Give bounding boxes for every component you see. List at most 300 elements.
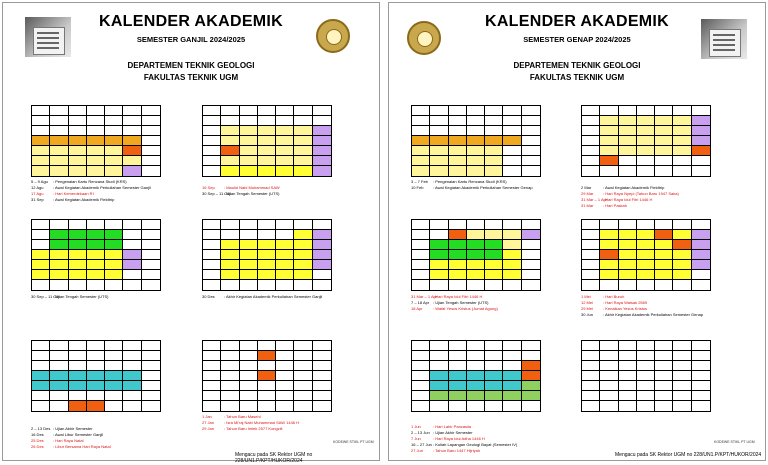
day-cell	[221, 250, 239, 260]
day-cell	[294, 136, 312, 146]
day-cell	[87, 146, 105, 156]
day-cell	[467, 220, 485, 230]
day-cell	[276, 230, 294, 240]
day-cell	[582, 250, 600, 260]
day-cell	[637, 341, 655, 351]
day-cell	[637, 371, 655, 381]
day-cell	[503, 260, 521, 270]
day-cell	[105, 220, 123, 230]
day-cell	[619, 381, 637, 391]
day-cell	[503, 166, 521, 176]
day-cell	[203, 391, 221, 401]
day-cell	[467, 341, 485, 351]
day-cell	[637, 156, 655, 166]
day-cell	[467, 270, 485, 280]
day-cell	[258, 166, 276, 176]
event-date: 10 Feb	[411, 185, 424, 190]
day-cell	[522, 156, 540, 166]
day-cell	[637, 146, 655, 156]
department-name: DEPARTEMEN TEKNIK GEOLOGI	[513, 61, 641, 70]
day-cell	[582, 166, 600, 176]
day-cell	[123, 136, 141, 146]
day-cell	[503, 341, 521, 351]
day-cell	[430, 260, 448, 270]
day-cell	[313, 240, 331, 250]
event-text: : Awal Kegiatan Akademik Fieldtrip	[603, 185, 665, 190]
day-cell	[582, 341, 600, 351]
faculty-name: FAKULTAS TEKNIK UGM	[143, 73, 239, 82]
day-cell	[692, 381, 710, 391]
day-cell	[467, 351, 485, 361]
day-cell	[600, 351, 618, 361]
day-cell	[294, 230, 312, 240]
day-cell	[258, 156, 276, 166]
day-cell	[240, 381, 258, 391]
day-cell	[69, 361, 87, 371]
day-cell	[276, 126, 294, 136]
day-cell	[619, 250, 637, 260]
day-cell	[673, 146, 691, 156]
day-cell	[240, 136, 258, 146]
month-notes	[202, 185, 372, 197]
day-cell	[221, 280, 239, 290]
day-cell	[240, 126, 258, 136]
day-cell	[692, 341, 710, 351]
day-cell	[123, 260, 141, 270]
day-cell	[203, 250, 221, 260]
day-cell	[105, 270, 123, 280]
day-cell	[32, 401, 50, 411]
day-cell	[655, 250, 673, 260]
day-cell	[276, 250, 294, 260]
day-cell	[430, 240, 448, 250]
day-cell	[673, 401, 691, 411]
department-name: DEPARTEMEN TEKNIK GEOLOGI	[127, 61, 255, 70]
building-photo	[701, 19, 747, 59]
event-text: : Hari Raya Idul Adha 1446 H	[433, 436, 485, 441]
month-calendar	[202, 340, 332, 412]
day-cell	[522, 240, 540, 250]
day-cell	[692, 280, 710, 290]
day-cell	[313, 280, 331, 290]
event-date: 30 Jun	[581, 312, 594, 317]
day-cell	[32, 240, 50, 250]
day-cell	[430, 126, 448, 136]
day-cell	[503, 136, 521, 146]
day-cell	[203, 270, 221, 280]
event-text: : Awal Libur Semester Ganjil	[53, 432, 104, 437]
day-cell	[276, 280, 294, 290]
day-cell	[582, 156, 600, 166]
day-cell	[105, 391, 123, 401]
day-cell	[449, 341, 467, 351]
day-cell	[619, 270, 637, 280]
day-cell	[32, 126, 50, 136]
day-cell	[240, 401, 258, 411]
day-cell	[142, 230, 160, 240]
day-cell	[105, 280, 123, 290]
month-notes	[411, 424, 581, 454]
day-cell	[221, 156, 239, 166]
day-cell	[430, 371, 448, 381]
day-cell	[692, 401, 710, 411]
day-cell	[142, 341, 160, 351]
day-cell	[294, 220, 312, 230]
day-cell	[123, 156, 141, 166]
day-cell	[467, 146, 485, 156]
day-cell	[105, 136, 123, 146]
day-cell	[522, 401, 540, 411]
day-cell	[619, 126, 637, 136]
day-cell	[449, 391, 467, 401]
month-calendar	[581, 219, 711, 291]
day-cell	[673, 391, 691, 401]
day-cell	[203, 381, 221, 391]
day-cell	[203, 260, 221, 270]
day-cell	[582, 371, 600, 381]
day-cell	[430, 166, 448, 176]
day-cell	[32, 106, 50, 116]
day-cell	[619, 106, 637, 116]
day-cell	[258, 391, 276, 401]
day-cell	[87, 351, 105, 361]
day-cell	[142, 106, 160, 116]
day-cell	[522, 116, 540, 126]
day-cell	[240, 106, 258, 116]
day-cell	[221, 166, 239, 176]
day-cell	[203, 280, 221, 290]
day-cell	[294, 280, 312, 290]
day-cell	[673, 116, 691, 126]
month-calendar	[411, 105, 541, 177]
day-cell	[503, 391, 521, 401]
day-cell	[87, 341, 105, 351]
day-cell	[32, 361, 50, 371]
day-cell	[582, 146, 600, 156]
day-cell	[276, 166, 294, 176]
day-cell	[32, 260, 50, 270]
day-cell	[32, 391, 50, 401]
day-cell	[522, 351, 540, 361]
day-cell	[692, 240, 710, 250]
day-cell	[692, 260, 710, 270]
day-cell	[294, 260, 312, 270]
day-cell	[430, 391, 448, 401]
day-cell	[276, 146, 294, 156]
day-cell	[87, 116, 105, 126]
day-cell	[105, 361, 123, 371]
day-cell	[105, 146, 123, 156]
day-cell	[582, 116, 600, 126]
day-cell	[467, 116, 485, 126]
day-cell	[313, 166, 331, 176]
day-cell	[637, 401, 655, 411]
event-text: : Wafat Yesus Kristus (Jumat Agung)	[433, 306, 498, 311]
day-cell	[258, 126, 276, 136]
day-cell	[69, 136, 87, 146]
day-cell	[105, 371, 123, 381]
day-cell	[412, 341, 430, 351]
day-cell	[412, 260, 430, 270]
day-cell	[619, 401, 637, 411]
day-cell	[50, 401, 68, 411]
day-cell	[449, 381, 467, 391]
calendar-page-genap	[388, 2, 766, 461]
day-cell	[485, 371, 503, 381]
day-cell	[203, 351, 221, 361]
day-cell	[485, 116, 503, 126]
day-cell	[655, 391, 673, 401]
day-cell	[105, 401, 123, 411]
day-cell	[485, 146, 503, 156]
event-text: : Akhir Kegiatan Akademik Perkuliahan Semester Genap	[603, 312, 704, 317]
day-cell	[258, 361, 276, 371]
day-cell	[32, 381, 50, 391]
day-cell	[655, 361, 673, 371]
day-cell	[485, 136, 503, 146]
event-date: 31 Mar	[581, 203, 594, 208]
day-cell	[69, 371, 87, 381]
day-cell	[69, 240, 87, 250]
day-cell	[467, 166, 485, 176]
day-cell	[655, 146, 673, 156]
day-cell	[50, 351, 68, 361]
day-cell	[142, 146, 160, 156]
day-cell	[449, 260, 467, 270]
day-cell	[50, 371, 68, 381]
day-cell	[313, 371, 331, 381]
day-cell	[50, 250, 68, 260]
day-cell	[412, 146, 430, 156]
day-cell	[50, 341, 68, 351]
day-cell	[69, 401, 87, 411]
day-cell	[313, 361, 331, 371]
day-cell	[87, 391, 105, 401]
day-cell	[619, 361, 637, 371]
day-cell	[412, 361, 430, 371]
day-cell	[655, 351, 673, 361]
day-cell	[221, 361, 239, 371]
day-cell	[123, 146, 141, 156]
day-cell	[123, 220, 141, 230]
faculty-name: FAKULTAS TEKNIK UGM	[529, 73, 625, 82]
day-cell	[313, 136, 331, 146]
day-cell	[582, 126, 600, 136]
event-date: 2 – 13 Des	[31, 426, 51, 431]
day-cell	[258, 381, 276, 391]
day-cell	[276, 260, 294, 270]
footer-code: KODEWE STIKL PT UGM	[333, 440, 374, 444]
day-cell	[276, 136, 294, 146]
day-cell	[637, 270, 655, 280]
day-cell	[637, 391, 655, 401]
page-title: KALENDER AKADEMIK	[484, 13, 670, 30]
day-cell	[294, 166, 312, 176]
footer-reference: Mengacu pada SK Rektor UGM no 228/UN1.P/KPT/HUKOR/2024	[615, 452, 762, 458]
day-cell	[522, 136, 540, 146]
day-cell	[655, 240, 673, 250]
day-cell	[142, 280, 160, 290]
day-cell	[692, 361, 710, 371]
day-cell	[449, 240, 467, 250]
day-cell	[522, 391, 540, 401]
day-cell	[313, 341, 331, 351]
month-notes	[31, 294, 201, 300]
day-cell	[105, 106, 123, 116]
day-cell	[485, 240, 503, 250]
day-cell	[240, 341, 258, 351]
day-cell	[430, 156, 448, 166]
day-cell	[582, 280, 600, 290]
event-text: : Pengenalan Kartu Rencana Studi (KRS)	[433, 179, 507, 184]
day-cell	[655, 371, 673, 381]
day-cell	[221, 401, 239, 411]
day-cell	[221, 240, 239, 250]
day-cell	[503, 230, 521, 240]
day-cell	[503, 361, 521, 371]
day-cell	[522, 220, 540, 230]
day-cell	[32, 166, 50, 176]
event-text: : Hari Buruh	[603, 294, 625, 299]
day-cell	[582, 230, 600, 240]
day-cell	[485, 126, 503, 136]
day-cell	[123, 126, 141, 136]
day-cell	[258, 341, 276, 351]
day-cell	[32, 280, 50, 290]
day-cell	[503, 401, 521, 411]
day-cell	[294, 116, 312, 126]
day-cell	[142, 381, 160, 391]
day-cell	[240, 250, 258, 260]
day-cell	[637, 116, 655, 126]
day-cell	[673, 106, 691, 116]
day-cell	[142, 136, 160, 146]
day-cell	[221, 381, 239, 391]
day-cell	[522, 341, 540, 351]
event-date: 30 Sep – 11 Okt	[202, 191, 231, 196]
day-cell	[619, 240, 637, 250]
day-cell	[258, 280, 276, 290]
day-cell	[637, 280, 655, 290]
month-notes	[581, 294, 751, 318]
event-date: 25 Des	[31, 438, 44, 443]
day-cell	[655, 230, 673, 240]
day-cell	[692, 136, 710, 146]
day-cell	[673, 351, 691, 361]
month-calendar	[202, 219, 332, 291]
day-cell	[619, 156, 637, 166]
day-cell	[221, 260, 239, 270]
day-cell	[240, 270, 258, 280]
day-cell	[240, 146, 258, 156]
day-cell	[673, 240, 691, 250]
event-text: : Hari Raya Natal	[53, 438, 84, 443]
day-cell	[142, 361, 160, 371]
day-cell	[467, 230, 485, 240]
day-cell	[449, 371, 467, 381]
day-cell	[142, 126, 160, 136]
day-cell	[69, 351, 87, 361]
day-cell	[673, 220, 691, 230]
day-cell	[485, 166, 503, 176]
day-cell	[142, 156, 160, 166]
day-cell	[313, 270, 331, 280]
event-date: 29 Mei	[581, 306, 594, 311]
day-cell	[619, 146, 637, 156]
day-cell	[221, 341, 239, 351]
day-cell	[221, 270, 239, 280]
day-cell	[582, 106, 600, 116]
day-cell	[258, 220, 276, 230]
day-cell	[294, 126, 312, 136]
day-cell	[412, 391, 430, 401]
day-cell	[412, 230, 430, 240]
day-cell	[692, 371, 710, 381]
day-cell	[294, 381, 312, 391]
day-cell	[619, 166, 637, 176]
event-text: : Tahun Baru Imlek 2577 Kongzili	[224, 426, 283, 431]
day-cell	[412, 250, 430, 260]
day-cell	[600, 401, 618, 411]
day-cell	[50, 116, 68, 126]
month-notes	[31, 179, 201, 203]
day-cell	[203, 230, 221, 240]
day-cell	[294, 361, 312, 371]
day-cell	[32, 371, 50, 381]
month-notes	[411, 294, 581, 312]
event-text: : Hari Raya Waisak 2569	[603, 300, 648, 305]
day-cell	[258, 270, 276, 280]
day-cell	[258, 260, 276, 270]
day-cell	[673, 361, 691, 371]
day-cell	[87, 361, 105, 371]
day-cell	[637, 351, 655, 361]
day-cell	[294, 351, 312, 361]
day-cell	[600, 240, 618, 250]
day-cell	[276, 270, 294, 280]
day-cell	[221, 391, 239, 401]
day-cell	[430, 146, 448, 156]
day-cell	[69, 280, 87, 290]
day-cell	[600, 250, 618, 260]
day-cell	[637, 106, 655, 116]
day-cell	[313, 220, 331, 230]
day-cell	[485, 220, 503, 230]
day-cell	[485, 341, 503, 351]
day-cell	[50, 156, 68, 166]
day-cell	[87, 250, 105, 260]
day-cell	[203, 146, 221, 156]
day-cell	[276, 156, 294, 166]
day-cell	[655, 136, 673, 146]
day-cell	[619, 136, 637, 146]
day-cell	[467, 106, 485, 116]
semester-subtitle: SEMESTER GANJIL 2024/2025	[136, 35, 246, 44]
day-cell	[123, 361, 141, 371]
day-cell	[105, 351, 123, 361]
day-cell	[32, 220, 50, 230]
day-cell	[692, 116, 710, 126]
day-cell	[600, 260, 618, 270]
event-text: : Hari Lahir Pancasila	[433, 424, 472, 429]
day-cell	[412, 136, 430, 146]
day-cell	[123, 341, 141, 351]
day-cell	[240, 116, 258, 126]
event-text: : Ujian Tengah Semester (UTS)	[224, 191, 280, 196]
event-date: 26 Des	[31, 444, 44, 449]
day-cell	[123, 401, 141, 411]
event-text: : Tahun Baru Masehi	[224, 414, 261, 419]
